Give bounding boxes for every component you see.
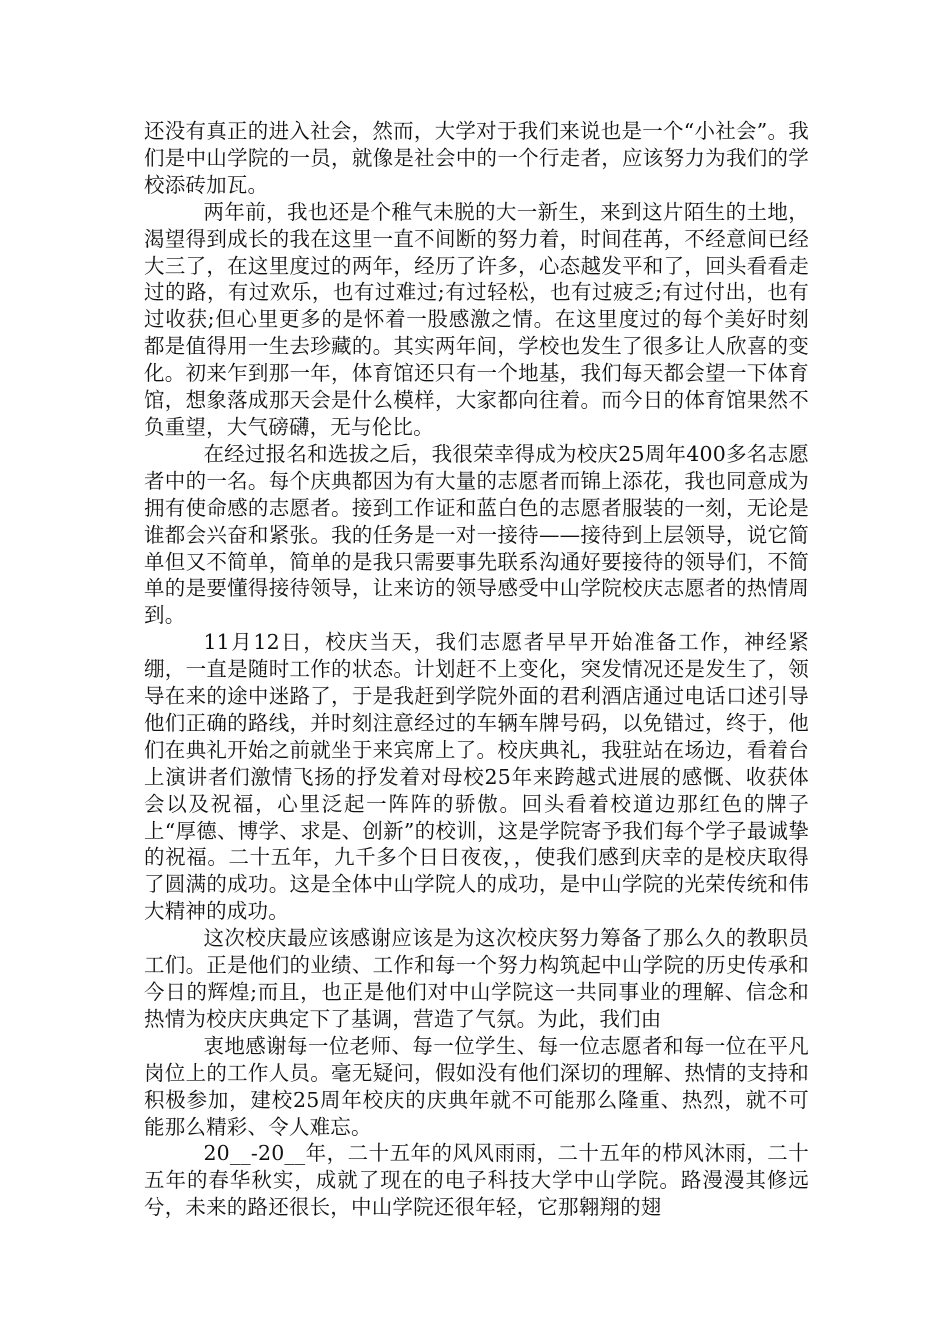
paragraph-6: 衷地感谢每一位老师、每一位学生、每一位志愿者和每一位在平凡岗位上的工作人员。毫无疑问，假如没有他们深切的理解、热情的支持和积极参加，建校25周年校庆的庆典年就不可能那么隆重、热烈，就不可能那么精彩、令人难忘。 (144, 1033, 809, 1139)
paragraph-3: 在经过报名和选拔之后，我很荣幸得成为校庆25周年400多名志愿者中的一名。每个庆典都因为有大量的志愿者而锦上添花，我也同意成为拥有使命感的志愿者。接到工作证和蓝白色的志愿者服装的一刻，无论是谁都会兴奋和紧张。我的任务是一对一接待——接待到上层领导，说它简单但又不简单，简单的是我只需要事先联系沟通好要接待的领导们，不简单的是要懂得接待领导，让来访的领导感受中山学院校庆志愿者的热情周到。 (144, 441, 809, 628)
paragraph-1: 还没有真正的进入社会，然而，大学对于我们来说也是一个“小社会”。我们是中山学院的一员，就像是社会中的一个行走者，应该努力为我们的学校添砖加瓦。 (144, 119, 809, 197)
paragraph-7: 20__-20__年，二十五年的风风雨雨，二十五年的栉风沐雨，二十五年的春华秋实，成就了现在的电子科技大学中山学院。路漫漫其修远兮，未来的路还很长，中山学院还很年轻，它那翱翔的翅 (144, 1141, 809, 1220)
paragraph-4: 11月12日，校庆当天，我们志愿者早早开始准备工作，神经紧绷，一直是随时工作的状态。计划赶不上变化，突发情况还是发生了，领导在来的途中迷路了，于是我赶到学院外面的君利酒店通过电话口述引导他们正确的路线，并时刻注意经过的车辆车牌号码，以免错过，终于，他们在典礼开始之前就坐于来宾席上了。校庆典礼，我驻站在场边，看着台上演讲者们激情飞扬的抒发着对母校25年来跨越式进展的感慨、收获体会以及祝福，心里泛起一阵阵的骄傲。回头看着校道边那红色的牌子上“厚德、博学、求是、创新”的校训，这是学院寄予我们每个学子最诚挚的祝福。二十五年，九千多个日日夜夜，，使我们感到庆幸的是校庆取得了圆满的成功。这是全体中山学院人的成功，是中山学院的光荣传统和伟大精神的成功。 (144, 630, 809, 924)
document-body (144, 118, 809, 1221)
paragraph-5: 这次校庆最应该感谢应该是为这次校庆努力筹备了那么久的教职员工们。正是他们的业绩、工作和每一个努力构筑起中山学院的历史传承和今日的辉煌;而且，也正是他们对中山学院这一共同事业的理解、信念和热情为校庆庆典定下了基调，营造了气氛。为此，我们由 (144, 926, 809, 1031)
paragraph-2: 两年前，我也还是个稚气未脱的大一新生，来到这片陌生的土地，渴望得到成长的我在这里一直不间断的努力着，时间荏苒，不经意间已经大三了，在这里度过的两年，经历了许多，心态越发平和了，回头看看走过的路，有过欢乐，也有过难过;有过轻松，也有过疲乏;有过付出，也有过收获;但心里更多的是怀着一股感激之情。在这里度过的每个美好时刻都是值得用一生去珍藏的。其实两年间，学校也发生了很多让人欣喜的变化。初来乍到那一年，体育馆还只有一个地基，我们每天都会望一下体育馆，想象落成那天会是什么模样，大家都向往着。而今日的体育馆果然不负重望，大气磅礴，无与伦比。 (144, 199, 809, 439)
